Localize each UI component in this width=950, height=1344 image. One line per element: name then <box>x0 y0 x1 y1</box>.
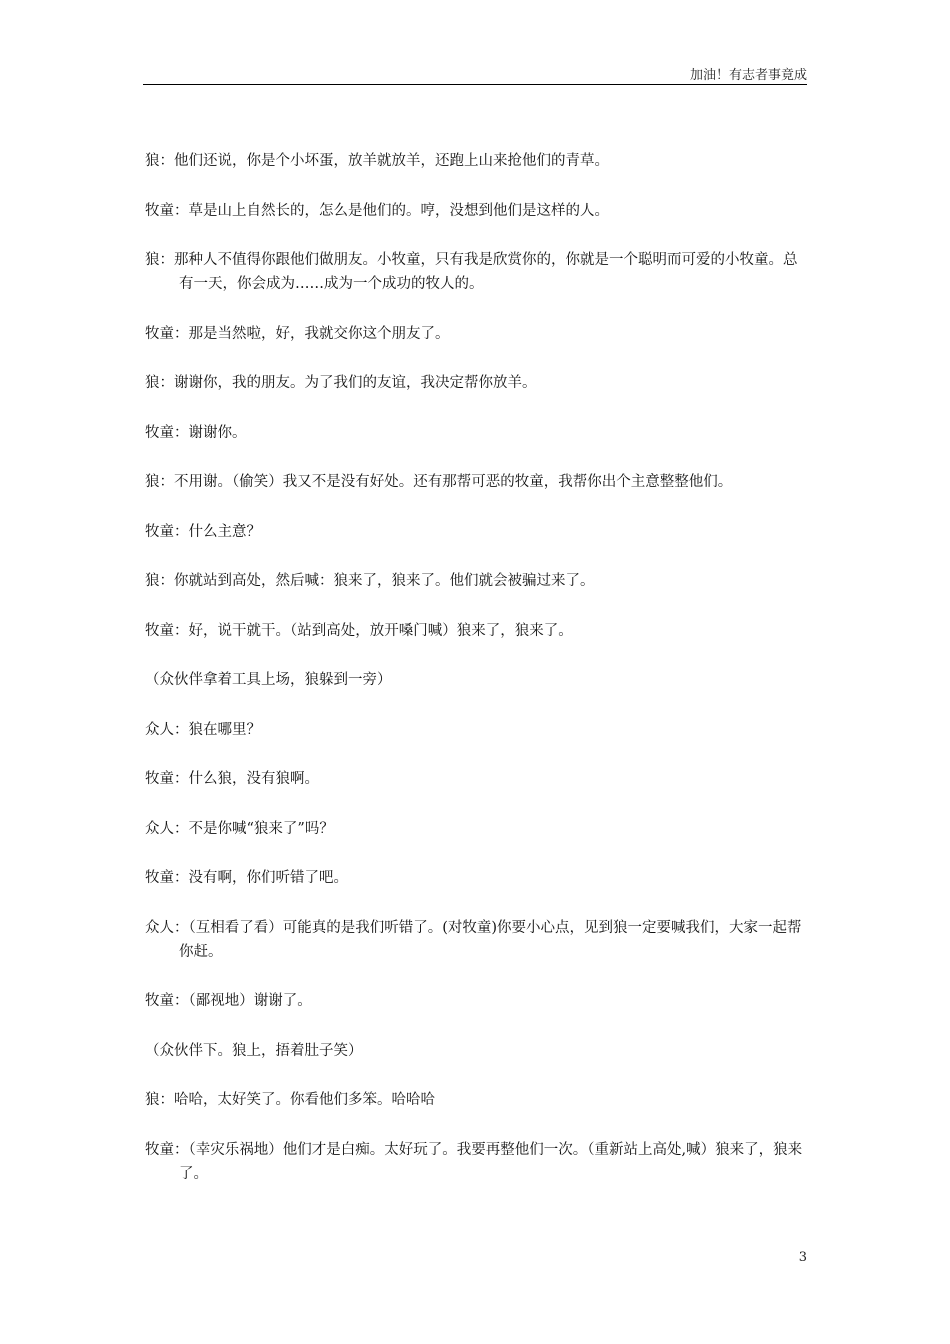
stage-direction: （众伙伴下。狼上，捂着肚子笑） <box>145 1042 363 1059</box>
dialogue-line: 牧童：（幸灾乐祸地）他们才是白痴。太好玩了。我要再整他们一次。（重新站上高处,喊）狼来了，狼来了。 <box>145 1141 803 1182</box>
dialogue-line: 牧童：没有啊，你们听错了吧。 <box>145 870 348 886</box>
header-divider <box>143 84 807 85</box>
dialogue-line: 牧童：什么主意？ <box>145 523 261 540</box>
dialogue-line: 众人：不是你喊“狼来了”吗？ <box>145 820 334 837</box>
dialogue-line: 众人：狼在哪里？ <box>145 721 261 738</box>
dialogue-line: 牧童：那是当然啦，好，我就交你这个朋友了。 <box>145 325 450 342</box>
stage-direction: （众伙伴拿着工具上场，狼躲到一旁） <box>145 672 392 688</box>
dialogue-line: 众人：（互相看了看）可能真的是我们听错了。(对牧童)你要小心点，见到狼一定要喊我们，大家一起帮你赶。 <box>145 919 802 960</box>
page-number: 3 <box>798 1250 807 1265</box>
dialogue-line: 牧童：草是山上自然长的，怎么是他们的。哼，没想到他们是这样的人。 <box>145 202 609 219</box>
dialogue-line: 牧童：（鄙视地）谢谢了。 <box>145 993 312 1009</box>
dialogue-line: 狼：哈哈，太好笑了。你看他们多笨。哈哈哈 <box>145 1092 435 1108</box>
dialogue-line: 狼：谢谢你，我的朋友。为了我们的友谊，我决定帮你放羊。 <box>145 375 537 391</box>
dialogue-line: 狼：他们还说，你是个小坏蛋，放羊就放羊，还跑上山来抢他们的青草。 <box>145 153 609 169</box>
page-header: 加油！有志者事竟成 <box>689 68 807 83</box>
dialogue-line: 狼：不用谢。（偷笑）我又不是没有好处。还有那帮可恶的牧童，我帮你出个主意整整他们。 <box>145 474 733 490</box>
dialogue-line: 狼：你就站到高处，然后喊：狼来了，狼来了。他们就会被骗过来了。 <box>145 573 595 589</box>
dialogue-line: 牧童：谢谢你。 <box>145 424 247 441</box>
dialogue-line: 狼：那种人不值得你跟他们做朋友。小牧童，只有我是欣赏你的，你就是一个聪明而可爱的小牧童。总有一天，你会成为……成为一个成功的牧人的。 <box>145 252 798 292</box>
dialogue-line: 牧童：什么狼，没有狼啊。 <box>145 771 319 787</box>
document-body <box>145 149 810 1211</box>
dialogue-line: 牧童：好，说干就干。（站到高处，放开嗓门喊）狼来了，狼来了。 <box>145 622 573 639</box>
